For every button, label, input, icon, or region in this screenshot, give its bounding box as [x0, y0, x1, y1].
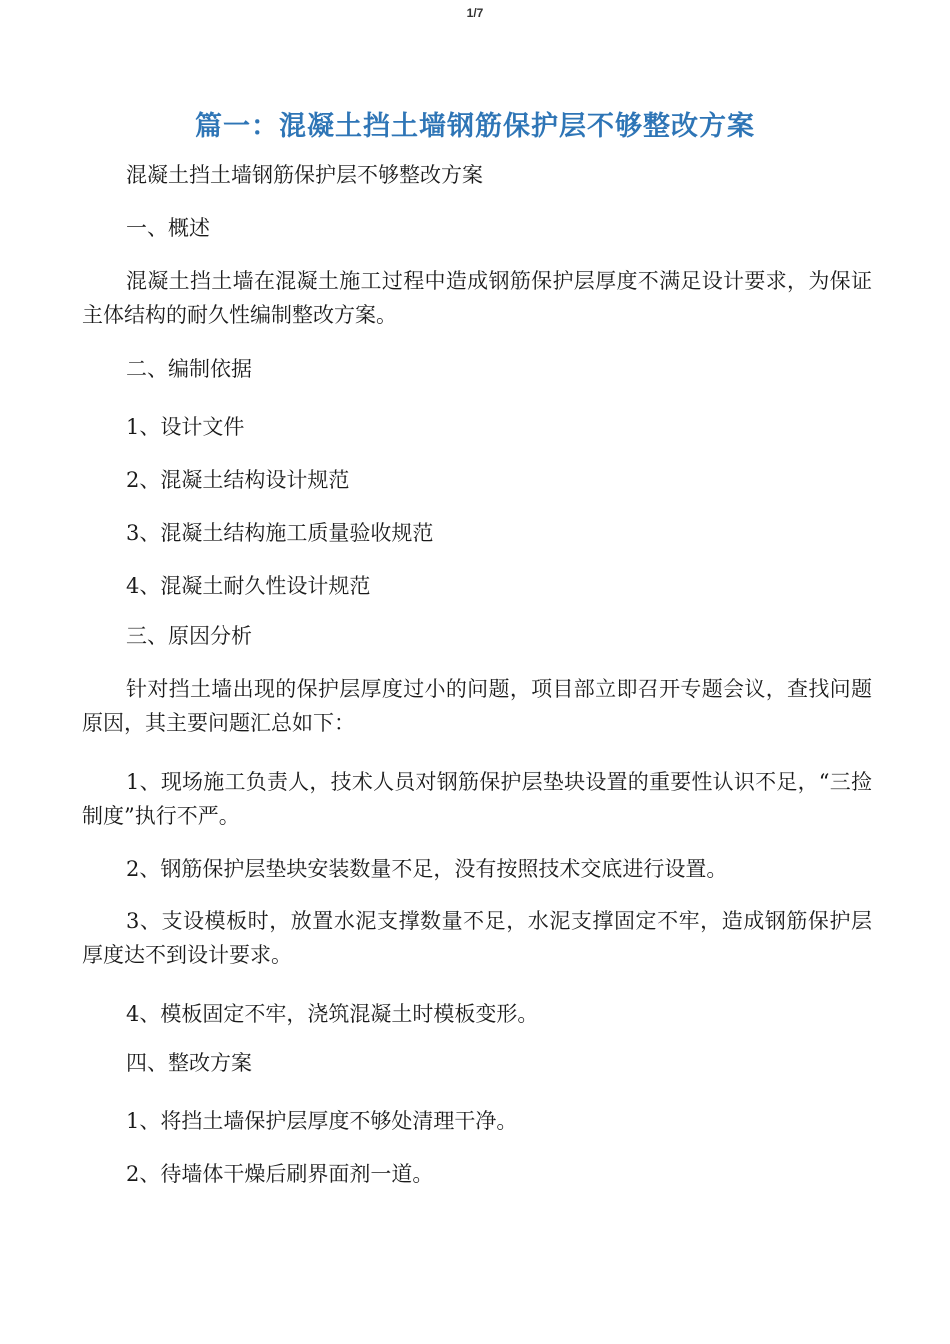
basis-item-4: 4、混凝土耐久性设计规范	[126, 574, 371, 598]
rectification-item-1: 1、将挡土墙保护层厚度不够处清理干净。	[126, 1109, 518, 1133]
cause-item-1: 1、现场施工负责人，技术人员对钢筋保护层垫块设置的重要性认识不足，“三捡制度”执行不严。	[82, 770, 872, 828]
section-heading-overview: 一、概述	[126, 216, 210, 240]
rectification-item-2: 2、待墙体干燥后刷界面剂一道。	[126, 1162, 434, 1186]
cause-item-2: 2、钢筋保护层垫块安装数量不足，没有按照技术交底进行设置。	[126, 857, 728, 881]
section-heading-rectification: 四、整改方案	[126, 1051, 252, 1075]
section-heading-basis: 二、编制依据	[126, 357, 252, 381]
cause-item-4: 4、模板固定不牢，浇筑混凝土时模板变形。	[126, 1002, 539, 1026]
basis-item-3: 3、混凝土结构施工质量验收规范	[126, 521, 434, 545]
section-heading-cause-analysis: 三、原因分析	[126, 624, 252, 648]
document-title: 篇一：混凝土挡土墙钢筋保护层不够整改方案	[195, 111, 755, 142]
cause-item-3: 3、支设模板时，放置水泥支撑数量不足，水泥支撑固定不牢，造成钢筋保护层厚度达不到设计要求。	[82, 909, 872, 967]
subtitle-paragraph: 混凝土挡土墙钢筋保护层不够整改方案	[126, 163, 483, 187]
basis-item-2: 2、混凝土结构设计规范	[126, 468, 350, 492]
overview-paragraph: 混凝土挡土墙在混凝土施工过程中造成钢筋保护层厚度不满足设计要求，为保证主体结构的耐久性编制整改方案。	[82, 269, 872, 327]
cause-intro-paragraph: 针对挡土墙出现的保护层厚度过小的问题，项目部立即召开专题会议，查找问题原因，其主要问题汇总如下：	[82, 677, 872, 735]
page-number: 1/7	[466, 6, 484, 20]
basis-item-1: 1、设计文件	[126, 415, 245, 439]
